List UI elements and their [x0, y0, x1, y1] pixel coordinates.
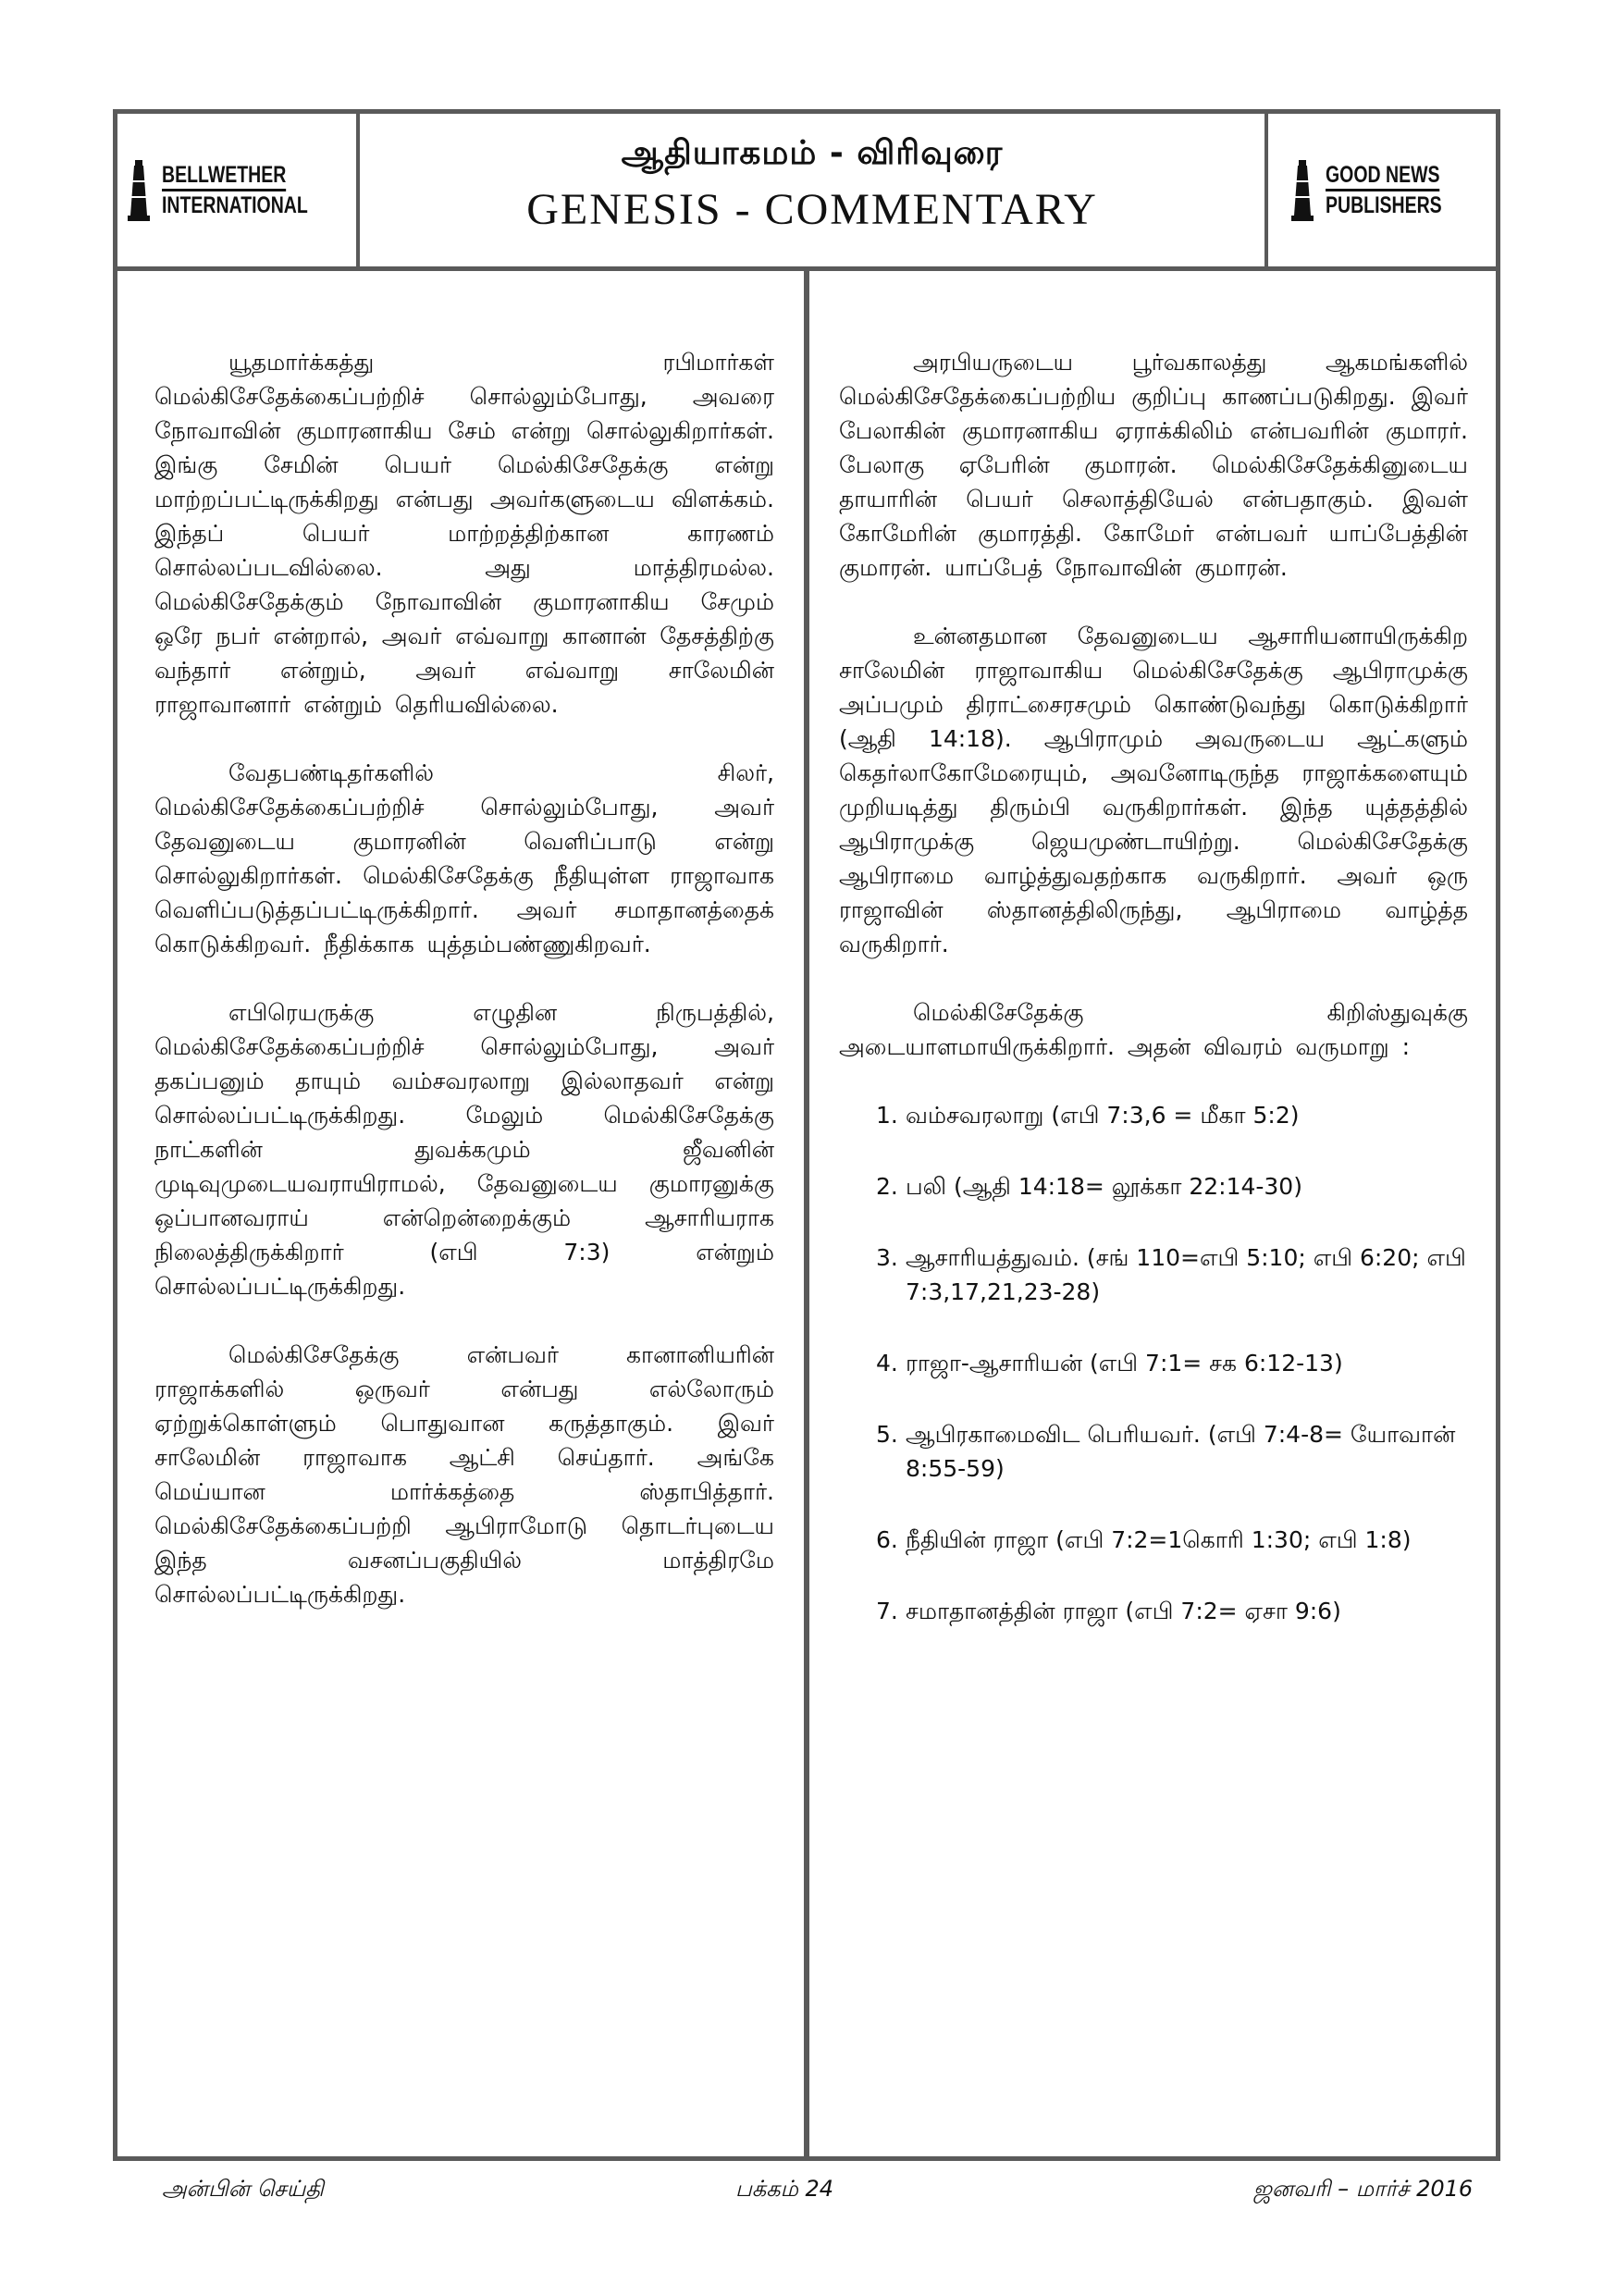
list-text: சமாதானத்தின் ராஜா (எபி 7:2= ஏசா 9:6)	[906, 1598, 1341, 1624]
list-text: பலி (ஆதி 14:18= லூக்கா 22:14-30)	[906, 1173, 1302, 1200]
lighthouse-icon	[1289, 158, 1316, 223]
good-news-logo	[1264, 114, 1496, 266]
paragraph: எபிரெயருக்கு எழுதின நிருபத்தில், மெல்கிசேதேக்கைப்பற்றிச் சொல்லும்போது, அவர் தகப்பனும் தாயும் வம்சவரலாறு இல்லாதவர் என்று சொல்லப்பட்டிருக்கிறது. மேலும் மெல்கிசேதேக்கு நாட்களின் துவக்கமும் ஜீவனின் முடிவுமுடையவராயிராமல், தேவனுடைய குமாரனுக்கு ஒப்பானவராய் என்றென்றைக்கும் ஆசாரியராக நிலைத்திருக்கிறார் (எபி 7:3) என்றும் சொல்லப்பட்டிருக்கிறது.	[154, 999, 774, 1300]
list-number: 5.	[876, 1421, 898, 1448]
typology-list	[839, 1098, 1468, 1628]
list-item	[839, 1169, 1468, 1204]
list-number: 1.	[876, 1102, 898, 1129]
title-english: GENESIS - COMMENTARY	[526, 185, 1098, 234]
good-news-logo-text	[1326, 161, 1442, 219]
list-item	[839, 1241, 1468, 1309]
list-number: 3.	[876, 1244, 898, 1271]
list-text: வம்சவரலாறு (எபி 7:3,6 = மீகா 5:2)	[906, 1102, 1300, 1129]
lighthouse-icon	[125, 158, 153, 223]
list-text: ஆபிரகாமைவிட பெரியவர். (எபி 7:4-8= யோவான் 8:55-59)	[906, 1421, 1456, 1482]
title-tamil: ஆதியாகமம் - விரிவுரை	[621, 134, 1004, 172]
list-item	[839, 1417, 1468, 1486]
bellwether-logo	[117, 114, 360, 266]
page-frame	[113, 109, 1500, 2161]
left-column	[154, 345, 774, 1646]
paragraph: வேதபண்டிதர்களில் சிலர், மெல்கிசேதேக்கைப்பற்றிச் சொல்லும்போது, அவர் தேவனுடைய குமாரனின் வெளிப்பாடு என்று சொல்லுகிறார்கள். மெல்கிசேதேக்கு நீதியுள்ள ராஜாவாக வெளிப்படுத்தப்பட்டிருக்கிறார். அவர் சமாதானத்தைக் கொடுக்கிறவர். நீதிக்காக யுத்தம்பண்ணுகிறவர்.	[154, 759, 774, 957]
list-item	[839, 1594, 1468, 1628]
footer-issue-date: ஜனவரி – மார்ச் 2016	[1253, 2176, 1474, 2202]
list-item	[839, 1098, 1468, 1132]
footer-magazine-name: அன்பின் செய்தி	[162, 2176, 324, 2202]
list-text: நீதியின் ராஜா (எபி 7:2=1கொரி 1:30; எபி 1:8)	[906, 1526, 1412, 1553]
list-text: ஆசாரியத்துவம். (சங் 110=எபி 5:10; எபி 6:20; எபி 7:3,17,21,23-28)	[906, 1244, 1466, 1305]
list-text: ராஜா-ஆசாரியன் (எபி 7:1= சக 6:12-13)	[906, 1350, 1343, 1376]
logo-line-2: PUBLISHERS	[1326, 192, 1443, 218]
list-number: 7.	[876, 1598, 898, 1624]
paragraph: அரபியருடைய பூர்வகாலத்து ஆகமங்களில் மெல்கிசேதேக்கைப்பற்றிய குறிப்பு காணப்படுகிறது. இவர் பேலாகின் குமாரனாகிய ஏராக்கிலிம் என்பவரின் குமாரர். பேலாகு ஏபேரின் குமாரன். மெல்கிசேதேக்கினுடைய தாயாரின் பெயர் செலாத்தியேல் என்பதாகும். இவள் கோமேரின் குமாரத்தி. கோமேர் என்பவர் யாப்பேத்தின் குமாரன். யாப்பேத் நோவாவின் குமாரன்.	[839, 349, 1468, 581]
paragraph: மெல்கிசேதேக்கு கிறிஸ்துவுக்கு அடையாளமாயிருக்கிறார். அதன் விவரம் வருமாறு :	[839, 999, 1468, 1060]
list-number: 6.	[876, 1526, 898, 1553]
list-item	[839, 1523, 1468, 1557]
bellwether-logo-text	[162, 161, 308, 219]
column-divider	[804, 271, 809, 2156]
title-box	[360, 114, 1264, 266]
list-item	[839, 1346, 1468, 1380]
list-number: 4.	[876, 1350, 898, 1376]
logo-line-1: BELLWETHER	[162, 161, 286, 191]
page-header	[117, 114, 1496, 271]
footer-page-number: பக்கம் 24	[735, 2176, 834, 2202]
page-footer	[0, 2176, 1616, 2213]
list-number: 2.	[876, 1173, 898, 1200]
paragraph: உன்னதமான தேவனுடைய ஆசாரியனாயிருக்கிற சாலேமின் ராஜாவாகிய மெல்கிசேதேக்கு ஆபிராமுக்கு அப்பமும் திராட்சைரசமும் கொண்டுவந்து கொடுக்கிறார் (ஆதி 14:18). ஆபிராமும் அவருடைய ஆட்களும் கெதர்லாகோமேரையும், அவனோடிருந்த ராஜாக்களையும் முறியடித்து திரும்பி வருகிறார்கள். இந்த யுத்தத்தில் ஆபிராமுக்கு ஜெயமுண்டாயிற்று. மெல்கிசேதேக்கு ஆபிராமை வாழ்த்துவதற்காக வருகிறார். அவர் ஒரு ராஜாவின் ஸ்தானத்திலிருந்து, ஆபிராமை வாழ்த்த வருகிறார்.	[839, 623, 1468, 957]
logo-line-1: GOOD NEWS	[1326, 161, 1440, 191]
logo-line-2: INTERNATIONAL	[161, 192, 308, 218]
right-column	[839, 345, 1468, 1665]
paragraph: மெல்கிசேதேக்கு என்பவர் கானானியரின் ராஜாக்களில் ஒருவர் என்பது எல்லோரும் ஏற்றுக்கொள்ளும் பொதுவான கருத்தாகும். இவர் சாலேமின் ராஜாவாக ஆட்சி செய்தார். அங்கே மெய்யான மார்க்கத்தை ஸ்தாபித்தார். மெல்கிசேதேக்கைப்பற்றி ஆபிராமோடு தொடர்புடைய இந்த வசனப்பகுதியில் மாத்திரமே சொல்லப்பட்டிருக்கிறது.	[154, 1341, 774, 1608]
paragraph: யூதமார்க்கத்து ரபிமார்கள் மெல்கிசேதேக்கைப்பற்றிச் சொல்லும்போது, அவரை நோவாவின் குமாரனாகிய சேம் என்று சொல்லுகிறார்கள். இங்கு சேமின் பெயர் மெல்கிசேதேக்கு என்று மாற்றப்பட்டிருக்கிறது என்பது அவர்களுடைய விளக்கம். இந்தப் பெயர் மாற்றத்திற்கான காரணம் சொல்லப்படவில்லை. அது மாத்திரமல்ல. மெல்கிசேதேக்கும் நோவாவின் குமாரனாகிய சேமும் ஒரே நபர் என்றால், அவர் எவ்வாறு கானான் தேசத்திற்கு வந்தார் என்றும், அவர் எவ்வாறு சாலேமின் ராஜாவானார் என்றும் தெரியவில்லை.	[154, 349, 774, 718]
